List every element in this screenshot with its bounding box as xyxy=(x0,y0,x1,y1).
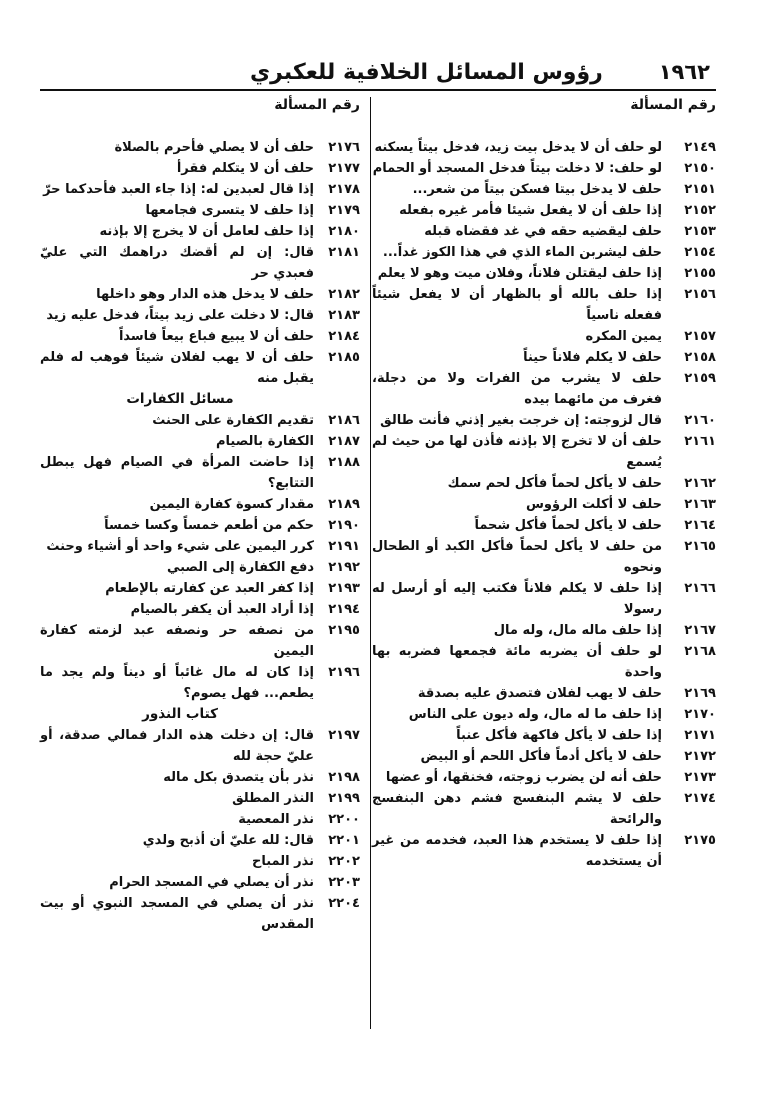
issue-entry xyxy=(40,893,360,935)
issue-title: النذر المطلق xyxy=(232,791,314,806)
section-heading: كتاب النذور xyxy=(142,706,218,722)
issue-number: ٢١٨٧ xyxy=(328,434,360,449)
section-heading: مسائل الكفارات xyxy=(126,391,234,407)
issue-number: ٢١٥٥ xyxy=(684,266,716,281)
issue-entry xyxy=(372,725,716,746)
issue-number: ٢١٧٢ xyxy=(684,749,716,764)
issue-entry xyxy=(372,137,716,158)
issue-title: من نصفه حر ونصفه عبد لزمته كفارة اليمين xyxy=(40,623,314,659)
issue-number: ٢١٩٢ xyxy=(328,560,360,575)
issue-entry xyxy=(40,767,360,788)
issue-title: إذا حلف بالله أو بالظهار أن لا يفعل شيئاً ففعله ناسياً xyxy=(372,287,662,323)
issue-title: نذر بأن يتصدق بكل ماله xyxy=(163,770,314,785)
right-column xyxy=(372,97,716,872)
issue-number: ٢١٦٩ xyxy=(684,686,716,701)
issue-number: ٢١٨٣ xyxy=(328,308,360,323)
issue-number: ٢١٦٦ xyxy=(684,581,716,596)
issue-entry xyxy=(40,179,360,200)
issue-number: ٢١٦٧ xyxy=(684,623,716,638)
issue-title: نذر أن يصلي في المسجد النبوي أو بيت المقدس xyxy=(40,896,314,932)
issue-number: ٢١٥٣ xyxy=(684,224,716,239)
issue-title: إذا حلف لا يكلم فلاناً فكتب إليه أو أرسل له رسولا xyxy=(372,581,662,617)
issue-number: ٢١٤٩ xyxy=(684,140,716,155)
issue-number: ٢١٥١ xyxy=(684,182,716,197)
issue-title: حلف أن لا تخرج إلا بإذنه فأذن لها من حيث لم يُسمع xyxy=(372,434,662,470)
issue-number: ٢١٦٢ xyxy=(684,476,716,491)
issue-entry xyxy=(40,620,360,662)
issue-number: ٢١٩٧ xyxy=(328,728,360,743)
issue-title: مقدار كسوة كفارة اليمين xyxy=(149,497,314,512)
issue-entry xyxy=(372,767,716,788)
issue-title: حلف لا يهب لفلان فتصدق عليه بصدقة xyxy=(417,686,662,701)
issue-title: قال لزوجته: إن خرجت بغير إذني فأنت طالق xyxy=(380,413,662,428)
issue-number: ٢١٩١ xyxy=(328,539,360,554)
issue-title: حلف ليشربن الماء الذي في هذا الكوز غداً... xyxy=(382,245,662,260)
issue-title: لو حلف أن يضربه مائة فجمعها فضربه بها واحدة xyxy=(372,644,662,680)
issue-title: حلف لا يدخل هذه الدار وهو داخلها xyxy=(96,287,314,302)
issue-list-right xyxy=(372,137,716,872)
issue-entry xyxy=(40,305,360,326)
issue-number: ٢١٦٥ xyxy=(684,539,716,554)
issue-title: نذر المباح xyxy=(251,854,314,869)
issue-entry xyxy=(372,326,716,347)
issue-title: إذا كفر العبد عن كفارته بالإطعام xyxy=(105,581,314,596)
issue-title: إذا حلف أن لا يفعل شيئا فأمر غيره بفعله xyxy=(399,203,662,218)
page-number: ١٩٦٢ xyxy=(658,60,710,84)
issue-title: حلف لا يشم البنفسج فشم دهن البنفسج والرائحة xyxy=(372,791,662,827)
issue-entry xyxy=(40,347,360,389)
issue-number: ٢١٨٩ xyxy=(328,497,360,512)
issue-entry xyxy=(40,515,360,536)
issue-entry xyxy=(372,221,716,242)
issue-title: حلف أن لا يتكلم فقرأ xyxy=(176,161,314,176)
issue-entry xyxy=(372,620,716,641)
issue-number: ٢١٧٨ xyxy=(328,182,360,197)
issue-entry xyxy=(40,788,360,809)
issue-entry xyxy=(40,326,360,347)
issue-title: إذا حلف ماله مال، وله مال xyxy=(493,623,662,638)
issue-number: ٢١٨٥ xyxy=(328,350,360,365)
issue-number: ٢٢٠١ xyxy=(328,833,360,848)
issue-number: ٢١٦١ xyxy=(684,434,716,449)
issue-entry xyxy=(372,494,716,515)
issue-number: ٢١٨٨ xyxy=(328,455,360,470)
issue-title: حلف لا يشرب من الفرات ولا من دجلة، فغرف من مائهما بيده xyxy=(372,371,662,407)
issue-entry xyxy=(372,284,716,326)
issue-list-left xyxy=(40,137,360,935)
issue-number: ٢١٨١ xyxy=(328,245,360,260)
page-header xyxy=(0,0,758,95)
issue-entry xyxy=(40,284,360,305)
issue-entry xyxy=(372,431,716,473)
issue-number: ٢١٩٣ xyxy=(328,581,360,596)
issue-title: حكم من أطعم خمساً وكسا خمساً xyxy=(104,518,314,533)
issue-entry xyxy=(40,851,360,872)
issue-number: ٢١٥٠ xyxy=(684,161,716,176)
issue-number: ٢١٥٤ xyxy=(684,245,716,260)
issue-title: إذا أراد العبد أن يكفر بالصيام xyxy=(130,602,314,617)
issue-number: ٢١٩٦ xyxy=(328,665,360,680)
issue-entry xyxy=(40,431,360,452)
header-rule xyxy=(40,89,716,91)
column-heading: رقم المسألة xyxy=(630,97,716,113)
issue-entry xyxy=(40,536,360,557)
issue-title: قال: إن دخلت هذه الدار فمالي صدقة، أو عليّ حجة لله xyxy=(40,728,314,764)
issue-entry xyxy=(372,830,716,872)
issue-title: لو حلف: لا دخلت بيتاً فدخل المسجد أو الحمام xyxy=(372,161,662,176)
issue-title: كرر اليمين على شيء واحد أو أشياء وحنث xyxy=(46,539,314,554)
issue-entry xyxy=(40,725,360,767)
issue-title: قال: لله عليّ أن أذبح ولدي xyxy=(142,833,314,848)
issue-title: حلف لا أكلت الرؤوس xyxy=(525,497,662,512)
issue-title: من حلف لا يأكل لحماً فأكل الكبد أو الطحال ونحوه xyxy=(372,539,662,575)
issue-entry xyxy=(372,704,716,725)
issue-title: إذا حلف لا يستخدم هذا العبد، فخدمه من غير أن يستخدمه xyxy=(372,833,662,869)
issue-title: حلف أنه لن يضرب زوجته، فخنقها، أو عضها xyxy=(385,770,662,785)
issue-entry xyxy=(372,536,716,578)
issue-title: حلف ليقضيه حقه في غد فقضاه قبله xyxy=(424,224,662,239)
issue-entry xyxy=(40,221,360,242)
issue-entry xyxy=(40,809,360,830)
issue-title: إذا قال لعبدين له: إذا جاء العبد فأحدكما حرّ xyxy=(43,182,314,197)
issue-title: حلف لا يكلم فلاناً حيناً xyxy=(523,350,662,365)
issue-title: يمين المكره xyxy=(585,329,662,344)
issue-number: ٢١٥٩ xyxy=(684,371,716,386)
issue-number: ٢١٩٤ xyxy=(328,602,360,617)
issue-number: ٢١٨٠ xyxy=(328,224,360,239)
left-column xyxy=(40,97,360,935)
issue-number: ٢١٩٩ xyxy=(328,791,360,806)
issue-number: ٢١٩٨ xyxy=(328,770,360,785)
issue-entry xyxy=(372,515,716,536)
issue-number: ٢١٧٣ xyxy=(684,770,716,785)
issue-title: إذا حلف ما له مال، وله ديون على الناس xyxy=(408,707,662,722)
issue-title: حلف أن لا يهب لفلان شيئاً فوهب له فلم يقبل منه xyxy=(40,350,314,386)
issue-number: ٢١٧٧ xyxy=(328,161,360,176)
issue-number: ٢١٦٣ xyxy=(684,497,716,512)
issue-title: لو حلف أن لا يدخل بيت زيد، فدخل بيتاً يسكنه xyxy=(374,140,662,155)
issue-number: ٢١٨٤ xyxy=(328,329,360,344)
issue-entry xyxy=(40,599,360,620)
issue-number: ٢٢٠٤ xyxy=(328,896,360,911)
issue-title: حلف لا يأكل أدماً فأكل اللحم أو البيض xyxy=(420,749,662,764)
issue-entry xyxy=(40,452,360,494)
issue-number: ٢٢٠٣ xyxy=(328,875,360,890)
issue-number: ٢١٦٤ xyxy=(684,518,716,533)
issue-title: قال: إن لم أقضك دراهمك التي عليّ فعبدي حر xyxy=(40,245,314,281)
issue-entry xyxy=(40,410,360,431)
issue-title: إذا حلف ليقتلن فلاناً، وفلان ميت وهو لا يعلم xyxy=(377,266,662,281)
issue-number: ٢١٧١ xyxy=(684,728,716,743)
issue-title: نذر أن يصلي في المسجد الحرام xyxy=(109,875,314,890)
issue-entry xyxy=(40,494,360,515)
issue-number: ٢١٩٠ xyxy=(328,518,360,533)
issue-number: ٢١٧٠ xyxy=(684,707,716,722)
issue-entry xyxy=(372,200,716,221)
issue-entry xyxy=(372,641,716,683)
issue-title: قال: لا دخلت على زيد بيتاً، فدخل عليه زيد xyxy=(46,308,314,323)
issue-entry xyxy=(40,200,360,221)
issue-title: حلف لا يأكل لحماً فأكل لحم سمك xyxy=(447,476,662,491)
issue-entry xyxy=(372,473,716,494)
issue-title: حلف أن لا يبيع فباع بيعاً فاسداً xyxy=(118,329,314,344)
issue-number: ٢١٨٢ xyxy=(328,287,360,302)
issue-entry xyxy=(372,368,716,410)
issue-entry xyxy=(372,158,716,179)
issue-number: ٢١٦٨ xyxy=(684,644,716,659)
issue-number: ٢١٧٩ xyxy=(328,203,360,218)
issue-title: إذا حلف لعامل أن لا يخرج إلا بإذنه xyxy=(99,224,314,239)
column-divider xyxy=(370,97,371,1029)
issue-title: تقديم الكفارة على الحنث xyxy=(152,413,314,428)
issue-number: ٢١٥٦ xyxy=(684,287,716,302)
issue-number: ٢١٥٧ xyxy=(684,329,716,344)
issue-entry xyxy=(372,410,716,431)
issue-title: إذا كان له مال غائباً أو ديناً ولم يجد ما يطعم... فهل يصوم؟ xyxy=(40,665,314,701)
issue-entry xyxy=(372,683,716,704)
issue-entry xyxy=(40,137,360,158)
issue-entry xyxy=(40,872,360,893)
issue-title: نذر المعصية xyxy=(238,812,314,827)
issue-number: ٢١٧٥ xyxy=(684,833,716,848)
issue-title: الكفارة بالصيام xyxy=(216,434,314,449)
issue-entry xyxy=(40,662,360,704)
issue-entry xyxy=(40,158,360,179)
issue-title: دفع الكفارة إلى الصبي xyxy=(166,560,314,575)
running-title: رؤوس المسائل الخلافية للعكبري xyxy=(250,60,603,85)
issue-entry xyxy=(372,263,716,284)
issue-number: ٢١٥٢ xyxy=(684,203,716,218)
issue-entry xyxy=(372,578,716,620)
issue-entry xyxy=(372,242,716,263)
issue-entry xyxy=(372,788,716,830)
issue-number: ٢١٧٤ xyxy=(684,791,716,806)
issue-entry xyxy=(40,557,360,578)
issue-number: ٢١٨٦ xyxy=(328,413,360,428)
issue-title: حلف لا يدخل بيتا فسكن بيتاً من شعر... xyxy=(412,182,662,197)
issue-number: ٢٢٠٢ xyxy=(328,854,360,869)
issue-entry xyxy=(40,578,360,599)
issue-number: ٢٢٠٠ xyxy=(328,812,360,827)
issue-number: ٢١٥٨ xyxy=(684,350,716,365)
issue-entry xyxy=(372,179,716,200)
issue-number: ٢١٩٥ xyxy=(328,623,360,638)
issue-number: ٢١٦٠ xyxy=(684,413,716,428)
issue-entry xyxy=(372,746,716,767)
issue-title: إذا حلف لا يتسرى فجامعها xyxy=(145,203,314,218)
issue-number: ٢١٧٦ xyxy=(328,140,360,155)
issue-title: إذا حلف لا يأكل فاكهة فأكل عنباً xyxy=(456,728,662,743)
column-heading: رقم المسألة xyxy=(274,97,360,113)
issue-entry xyxy=(40,242,360,284)
issue-entry xyxy=(372,347,716,368)
issue-entry xyxy=(40,830,360,851)
issue-title: حلف أن لا يصلي فأحرم بالصلاة xyxy=(114,140,314,155)
issue-title: حلف لا يأكل لحماً فأكل شحماً xyxy=(474,518,662,533)
issue-title: إذا حاضت المرأة في الصيام فهل يبطل التتابع؟ xyxy=(40,455,314,491)
